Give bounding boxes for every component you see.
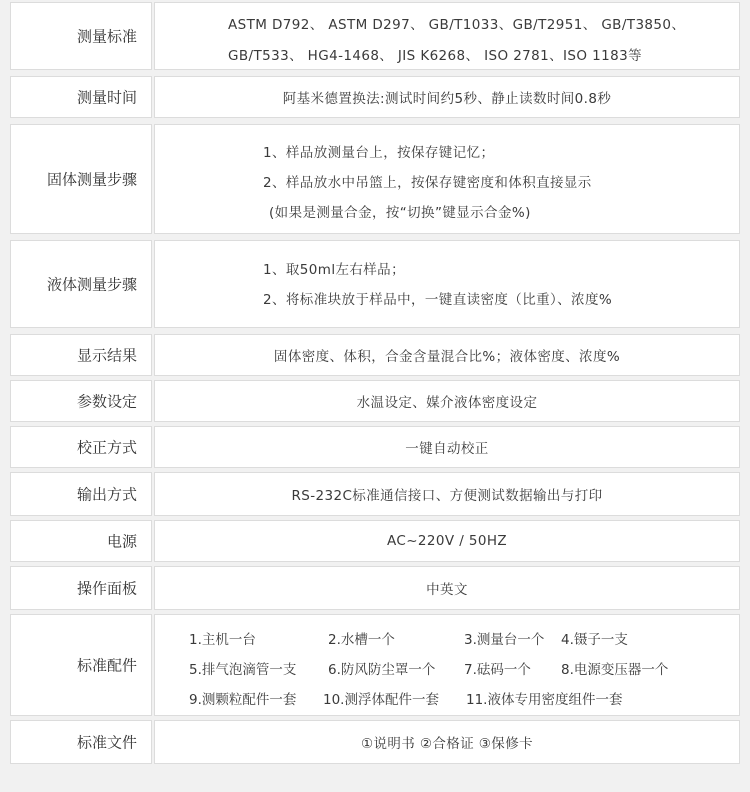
- accessory-item: 5.排气泡滴管一支: [189, 662, 297, 678]
- value-line: GB/T533、 HG4-1468、 JIS K6268、 ISO 2781、ISO 1183等: [228, 48, 642, 64]
- row-label: 液体测量步骤: [46, 275, 137, 294]
- spec-row-accessories: [10, 614, 740, 716]
- row-value: 中英文: [426, 582, 468, 598]
- row-value: 水温设定、媒介液体密度设定: [356, 395, 538, 411]
- accessory-item: 11.液体专用密度组件一套: [466, 692, 623, 708]
- row-label: 标准文件: [76, 733, 137, 752]
- row-label-cell: [10, 2, 152, 70]
- row-label: 显示结果: [76, 346, 137, 365]
- row-label-cell: [10, 720, 152, 764]
- value-line: 2、样品放水中吊篮上，按保存键密度和体积直接显示: [263, 175, 592, 191]
- row-label: 测量标准: [76, 27, 137, 46]
- spec-row-time: [10, 76, 740, 118]
- row-label-cell: [10, 334, 152, 376]
- row-label: 操作面板: [76, 579, 137, 598]
- row-label: 标准配件: [76, 656, 137, 675]
- spec-row-documents: [10, 720, 740, 764]
- spec-row-display: [10, 334, 740, 376]
- row-label-cell: [10, 240, 152, 328]
- row-value: ①说明书 ②合格证 ③保修卡: [361, 736, 533, 752]
- row-value: 一键自动校正: [405, 441, 489, 457]
- value-line: (如果是测量合金，按“切换”键显示合金%): [269, 205, 531, 221]
- accessory-item: 9.测颗粒配件一套: [189, 692, 297, 708]
- value-line: 2、将标准块放于样品中，一键直读密度（比重）、浓度%: [263, 292, 613, 308]
- accessory-item: 3.测量台一个: [464, 632, 545, 648]
- row-label-cell: [10, 380, 152, 422]
- row-value: AC~220V / 50HZ: [386, 533, 508, 549]
- row-value-cell: [154, 334, 740, 376]
- spec-row-liquid-steps: [10, 240, 740, 328]
- spec-row-power: [10, 520, 740, 562]
- row-value-cell: [154, 720, 740, 764]
- row-value: RS-232C标准通信接口、方便测试数据输出与打印: [291, 488, 603, 504]
- spec-row-params: [10, 380, 740, 422]
- row-label: 固体测量步骤: [46, 170, 137, 189]
- row-label-cell: [10, 614, 152, 716]
- row-label-cell: [10, 76, 152, 118]
- row-value-cell: [154, 426, 740, 468]
- spec-row-solid-steps: [10, 124, 740, 234]
- row-value-cell: [154, 380, 740, 422]
- accessory-item: 8.电源变压器一个: [561, 662, 669, 678]
- spec-row-panel: [10, 566, 740, 610]
- row-value-cell: [154, 124, 740, 234]
- row-value-cell: [154, 76, 740, 118]
- row-value-cell: [154, 240, 740, 328]
- value-line: 1、取50ml左右样品；: [263, 262, 405, 278]
- row-label-cell: [10, 124, 152, 234]
- row-label-cell: [10, 520, 152, 562]
- accessory-item: 2.水槽一个: [328, 632, 395, 648]
- spec-row-standard: [10, 2, 740, 70]
- row-label-cell: [10, 566, 152, 610]
- row-value-cell: [154, 520, 740, 562]
- row-value-cell: [154, 614, 740, 716]
- value-line: 1、样品放测量台上，按保存键记忆；: [263, 145, 495, 161]
- spec-row-calibration: [10, 426, 740, 468]
- row-label-cell: [10, 426, 152, 468]
- row-value-cell: [154, 566, 740, 610]
- accessory-item: 4.镊子一支: [561, 632, 628, 648]
- accessory-item: 1.主机一台: [189, 632, 256, 648]
- accessory-item: 7.砝码一个: [464, 662, 531, 678]
- accessory-item: 10.测浮体配件一套: [323, 692, 439, 708]
- row-label: 测量时间: [76, 88, 137, 107]
- row-value-cell: [154, 2, 740, 70]
- row-value: 阿基米德置换法:测试时间约5秒、静止读数时间0.8秒: [282, 91, 612, 107]
- row-label-cell: [10, 472, 152, 516]
- row-label: 输出方式: [76, 485, 137, 504]
- row-value: 固体密度、体积，合金含量混合比%；液体密度、浓度%: [273, 349, 621, 365]
- value-line: ASTM D792、 ASTM D297、 GB/T1033、GB/T2951、 GB/T3850、: [228, 17, 686, 33]
- row-value-cell: [154, 472, 740, 516]
- row-label: 校正方式: [76, 438, 137, 457]
- spec-row-output: [10, 472, 740, 516]
- row-label: 参数设定: [76, 392, 137, 411]
- accessory-item: 6.防风防尘罩一个: [328, 662, 436, 678]
- row-label: 电源: [106, 532, 137, 551]
